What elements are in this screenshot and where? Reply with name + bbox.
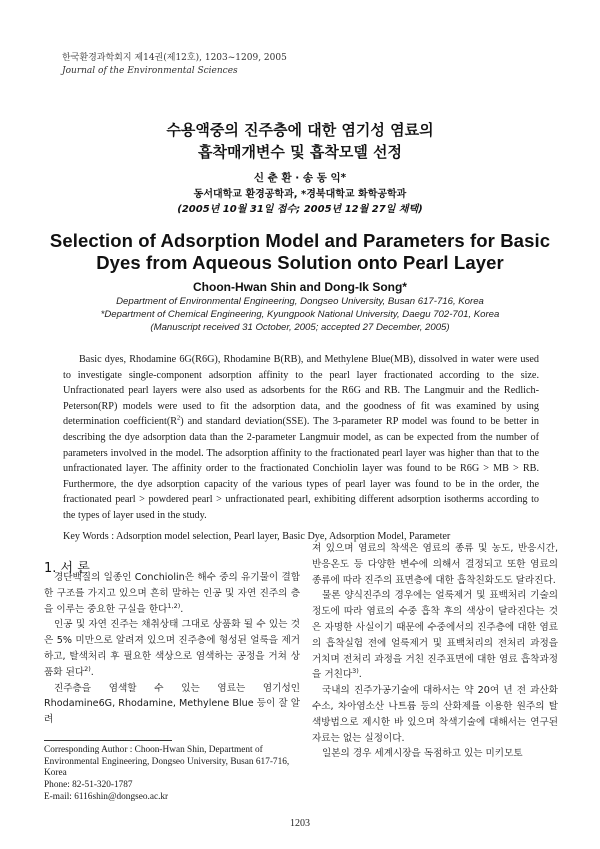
citation-3: 3) xyxy=(352,667,359,676)
right-paragraph-1: 져 있으며 염료의 착색은 염료의 종류 및 농도, 반응시간, 반응온도 등 다양한 변수에 의해서 결정되고 또한 염료의 종류에 따라 진주의 표면층에 대한 흡착친화도도 달라진다. xyxy=(312,543,558,586)
english-title-line1: Selection of Adsorption Model and Parameters for Basic xyxy=(49,230,551,251)
left-paragraph-2-end: . xyxy=(90,666,94,678)
footnote-divider xyxy=(44,740,172,741)
right-paragraph-2-text: 물론 양식진주의 경우에는 얼룩제거 및 표백처리 기술의 정도에 따라 염료의 수중 흡착 후의 색상이 달라진다는 것은 자명한 사실이기 때문에 수중에서의 진주층에 대한 염료의 흡착실험 전에 얼룩제거 및 표백처리의 전처리 과정을 거치며 전처리 과정을 거친 진주표면에 대한 염료 흡착과정을 거친다 xyxy=(312,590,558,681)
left-paragraph-2-text: 인공 및 자연 진주는 채취상태 그대로 상품화 될 수 있는 것은 5% 미만으로 알려져 있으며 진주층에 형성된 얼룩을 제거하고, 탈색처리 후 필요한 색상으로 염색하는 공정을 거쳐 상품화 된다 xyxy=(44,619,300,678)
left-paragraph-3: 진주층을 염색할 수 있는 염료는 염기성인 Rhodamine6G, Rhodamine, Methylene Blue 등이 잘 알려 xyxy=(44,682,300,726)
journal-citation: 한국환경과학회지 제14권(제12호), 1203~1209, 2005 xyxy=(62,53,287,63)
right-column xyxy=(312,541,558,762)
abstract xyxy=(63,352,539,524)
journal-header xyxy=(62,52,287,78)
english-authors: Choon-Hwan Shin and Dong-Ik Song* xyxy=(193,280,407,294)
korean-authors: 신 춘 환 · 송 동 익* xyxy=(253,172,347,184)
left-paragraph-1-text: 경단백질의 일종인 Conchiolin은 해수 중의 유기물이 결합한 구조를 가지고 있으며 흔히 말하는 인공 및 자연 진주의 층을 이루는 중요한 구실을 한다 xyxy=(44,572,300,615)
author-phone: Phone: 82-51-320-1787 xyxy=(44,780,133,791)
author-email: E-mail: 6116shin@dongseo.ac.kr xyxy=(44,791,169,802)
english-affiliation-2: *Department of Chemical Engineering, Kyungpook National University, Daegu 702-701, Korea xyxy=(100,309,500,320)
section-heading-introduction: 1. 서 론 xyxy=(44,561,90,576)
left-paragraph-1 xyxy=(44,570,300,617)
journal-name: Journal of the Environmental Sciences xyxy=(62,66,238,76)
right-paragraph-4: 일본의 경우 세계시장을 독점하고 있는 미키모토 xyxy=(322,748,523,760)
right-paragraph-2 xyxy=(312,588,558,683)
abstract-text-1: Basic dyes, Rhodamine 6G(R6G), Rhodamine B(RB), and Methylene Blue(MB), dissolved in water were used to investigate single-component adsorption affinity to the pearl layer fractionated according to the size. Unfractionated pearl layers were also used as adsorbents for the R6G and RB. The Langmuir and the Redlich-Peterson(RP) models were used to fit the adsorption data, and the goodness of fit was examined by using determination coefficient(R xyxy=(63,354,539,428)
korean-affiliation: 동서대학교 환경공학과, *경북대학교 화학공학과 xyxy=(193,189,407,200)
corresponding-author: Corresponding Author : Choon-Hwan Shin, Department of Environmental Engineering, Dongseo University, Busan 617-716, Korea xyxy=(44,745,290,779)
english-title-line2: Dyes from Aqueous Solution onto Pearl Layer xyxy=(96,252,504,273)
left-column xyxy=(44,570,300,728)
korean-received-dates: (2005년 10월 31일 접수; 2005년 12월 27일 채택) xyxy=(177,204,423,215)
korean-title-line1: 수용액중의 진주층에 대한 염기성 염료의 xyxy=(166,121,434,139)
abstract-superscript: 2 xyxy=(177,414,181,422)
left-paragraph-1-end: . xyxy=(180,603,184,615)
citation-2: 2) xyxy=(84,664,91,673)
left-paragraph-2 xyxy=(44,617,300,680)
right-paragraph-2-end: . xyxy=(358,669,362,681)
citation-1-2: 1,2) xyxy=(167,601,181,610)
english-affiliation-1: Department of Environmental Engineering, Dongseo University, Busan 617-716, Korea xyxy=(116,296,484,307)
korean-title-line2: 흡착매개변수 및 흡착모델 선정 xyxy=(197,143,403,161)
right-paragraph-3: 국내의 진주가공기술에 대하서는 약 20여 년 전 과산화수소, 차아염소산 나트륨 등의 산화제를 이용한 원주의 탈색방법으로 제시한 바 있으며 착색기술에 대해서는 연구된 자료는 없는 실정이다. xyxy=(312,685,558,744)
manuscript-dates: (Manuscript received 31 October, 2005; accepted 27 December, 2005) xyxy=(150,322,450,333)
page-number: 1203 xyxy=(290,818,310,829)
keywords: Key Words : Adsorption model selection, Pearl layer, Basic Dye, Adsorption Model, Parameter xyxy=(63,531,451,542)
abstract-text-2: ) and standard deviation(SSE). The 3-parameter RP model was found to be better in describing the dye adsorption data than the 2-parameter Langmuir model, as can be expected from the number of parameters involved in the model. The adsorption affinity to the fractionated pearl layer was higher than that to the unfractionated layer. The affinity order to the fractionated Conchiolin layer was found to be R6G > MB > RB. Furthermore, the dye adsorption capacity of the various types of pearl layer was found to be in the order, the fractionated pearl > powdered pearl > unfractionated pearl, exhibiting different adsorption isotherms according to the types of layer used in the study. xyxy=(63,416,539,521)
corresponding-author-footnote xyxy=(44,745,294,804)
